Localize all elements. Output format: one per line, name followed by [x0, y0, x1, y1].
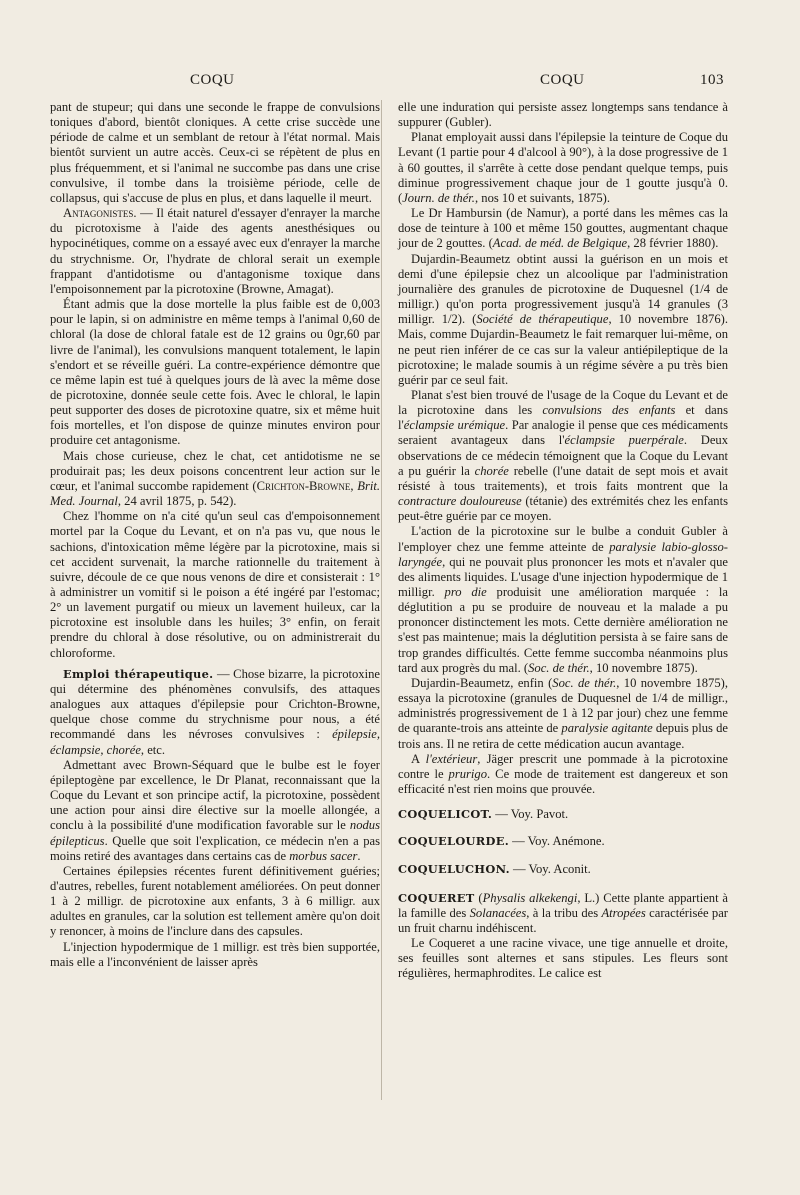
paragraph: Certaines épilepsies récentes furent définitivement guéries; d'autres, rebelles, furent notablement améliorées. On peut donner 1 à 2 milligr. de picrotoxine aux enfants, 3 à 6 milligr. aux adultes en granules, car la solution est tellement amère qu'on doit y renoncer, à moins de l'inclure dans des capsules. [50, 863, 380, 939]
entry-headword: COQUERET [398, 890, 475, 905]
left-column [50, 100, 380, 970]
page-number: 103 [700, 72, 724, 88]
section-heading: Emploi thérapeutique. [63, 666, 214, 681]
dictionary-entry-coqueret: COQUERET (Physalis alkekengi, L.) Cette plante appartient à la famille des Solanacées, à la tribu des Atropées caractérisée par un fruit charnu indéhiscent. [398, 890, 728, 935]
paragraph: Dujardin-Beaumetz obtint aussi la guérison en un mois et demi d'une épilepsie chez un alcoolique par l'administration journalière des granules de picrotoxine de Duquesnel (1/4 de milligr.) qu'on porta progressivement jusqu'à 14 granules (3 milligr. 1/2). (Société de thérapeutique, 10 novembre 1876). Mais, comme Dujardin-Beaumetz le fait remarquer lui-même, on ne peut rien inférer de ce cas sur la valeur antiépileptique de la picrotoxine; le malade soumis à un régime sévère a pu très bien guérir par ce seul fait. [398, 251, 728, 387]
running-head-center: COQU [540, 72, 585, 88]
dictionary-entry-coqueluchon [398, 862, 728, 877]
paragraph: A l'extérieur, Jäger prescrit une pommade à la picrotoxine contre le prurigo. Ce mode de traitement est dangereux et son efficacité n'est rien moins que prouvée. [398, 751, 728, 797]
cross-reference: — Voy. Aconit. [509, 861, 591, 876]
dictionary-entry-coquelicot [398, 807, 728, 822]
paragraph: Planat employait aussi dans l'épilepsie la teinture de Coque du Levant (1 partie pour 4 d'alcool à 90°), à la dose progressive de 1 à 60 gouttes, il s'arrête à cette dose pendant quelque temps, puis diminue progressivement chaque jour de 1 goutte jusqu'à 0. (Journ. de thér., nos 10 et suivants, 1875). [398, 130, 728, 205]
paragraph: Étant admis que la dose mortelle la plus faible est de 0,003 pour le lapin, si on administre en même temps à l'animal 0,60 de chloral (la dose de chloral fatale est de 12 grains ou 0gr,60 par livre de l'animal), les convulsions manquent totalement, le lapin s'endort et se réveille guéri. La contre-expérience démontre que ce même lapin est tué à quelques jours de là avec la même dose de picrotoxine, donnée seule cette fois. Avec le chloral, le lapin peut supporter des doses de picrotoxine quatre, six et même huit fois mortelles, et l'on dispose de quinze minutes environ pour produire cet antagonisme. [50, 297, 380, 448]
paragraph: Le Dr Hambursin (de Namur), a porté dans les mêmes cas la dose de teinture à 100 et même 150 gouttes, augmentant chaque jour de 2 gouttes. (Acad. de méd. de Belgique, 28 février 1880). [398, 206, 728, 251]
paragraph: Planat s'est bien trouvé de l'usage de la Coque du Levant et de la picrotoxine dans les convulsions des enfants et dans l'éclampsie urémique. Par analogie il pense que ces médicaments seraient avantageux dans l'éclampsie puerpérale. Deux observations de ce médecin témoignent que la Coque du Levant a pu guérir la chorée rebelle (l'une datait de sept mois et avait résisté à tous traitements), et trois faits montrent que la contracture douloureuse (tétanie) des extrémités chez les enfants peut-être guérie par ce moyen. [398, 387, 729, 524]
paragraph: L'injection hypodermique de 1 milligr. est très bien supportée, mais elle a l'inconvénient de laisser après [50, 939, 380, 969]
paragraph: L'action de la picrotoxine sur le bulbe a conduit Gubler à l'employer chez une femme atteinte de paralysie labio-glosso-laryngée, qui ne pouvait plus prononcer les mots et n'avaler que des aliments liquides. L'usage d'une injection hypodermique de 1 milligr. pro die produisit une amélioration marquée : la déglutition a pu se produire de nouveau et la malade a pu prononcer distinctement les mots. Cette dernière amélioration ne s'est pas maintenue; mais la déglutition persista à se faire sans de trop grandes difficultés. Cette femme succomba néanmoins plus tard aux progrès du mal. (Soc. de thér., 10 novembre 1875). [398, 524, 728, 675]
entry-headword: COQUELOURDE. [398, 834, 509, 849]
paragraph: Le Coqueret a une racine vivace, une tige annuelle et droite, ses feuilles sont alternes et sans stipules. Les fleurs sont régulières, hermaphrodites. Le calice est [398, 936, 728, 981]
dictionary-entry-coquelourde [398, 834, 728, 849]
cross-reference: — Voy. Anémone. [508, 834, 605, 849]
paragraph: Chez l'homme on n'a cité qu'un seul cas d'empoisonnement mortel par la Coque du Levant, et on n'a pas vu, que nous le sachions, d'intoxication même légère par la picrotoxine, mais si cet accident survenait, la marche rationnelle du traitement à suivre, découle de ce que nous venons de dire et consisterait : 1° à administrer un vomitif si le poison a été ingéré par l'estomac; 2° un lavement purgatif ou mieux un lavement huileux, car la picrotoxine est insoluble dans les huiles; 3° enfin, on ferait prendre du chloral à dose résolutive, ou on administrerait du chloroforme. [50, 509, 380, 660]
paragraph-antagonistes: Antagonistes. — Il était naturel d'essayer d'enrayer la marche du picrotoxisme à l'aide des agents anesthésiques ou hypocinétiques, comme on a essayé avec eux d'enrayer la marche du strychnisme. Or, l'hydrate de chloral serait un exemple frappant d'antidotisme ou d'antagonisme toxique dans l'empoisonnement par la picrotoxine (Browne, Amagat). [50, 206, 380, 296]
paragraph: Dujardin-Beaumetz, enfin (Soc. de thér., 10 novembre 1875), essaya la picrotoxine (granules de Duquesnel de 1/4 de milligr., administrés progressivement de 1 à 12 par jour) chez une femme de quarante-trois ans atteinte de paralysie agitante depuis plus de trois ans. Il ne retira de cette médication aucun avantage. [398, 675, 728, 751]
paragraph: elle une induration qui persiste assez longtemps sans tendance à suppurer (Gubler). [398, 100, 728, 130]
entry-headword: COQUELICOT. [398, 807, 493, 822]
paragraph: Admettant avec Brown-Séquard que le bulbe est le foyer épileptogène par excellence, le Dr Planat, reconnaissant que la Coque du Levant et son principe actif, la picrotoxine, possèdent une action pour ainsi dire élective sur la moelle allongée, a conclu à la possibilité d'une modification favorable sur le nodus épilepticus. Quelle que soit l'explication, ce médecin n'en a pas moins retiré des avantages dans certains cas de morbus sacer. [50, 757, 380, 863]
paragraph: Mais chose curieuse, chez le chat, cet antidotisme ne se produirait pas; les deux poisons concentrent leur action sur le cœur, et l'animal succombe rapidement (Crichton-Browne, Brit. Med. Journal, 24 avril 1875, p. 542). [50, 448, 381, 509]
entry-headword: COQUELUCHON. [398, 861, 510, 876]
paragraph-emploi: Emploi thérapeutique. — Chose bizarre, la picrotoxine qui détermine des phénomènes convulsifs, des attaques analogues aux attaques d'épilepsie pour Crichton-Browne, quelque chose comme du strychnisme pour nous, a été recommandé dans les névroses convulsives : épilepsie, éclampsie, chorée, etc. [50, 666, 380, 757]
paragraph: pant de stupeur; qui dans une seconde le frappe de convulsions toniques d'abord, bientôt cloniques. A cette crise succède une période de calme et un semblant de retour à l'état normal. Mais bientôt survient un autre accès. Ceux-ci se répètent de plus en plus fréquemment, et si l'animal ne succombe pas dans une crise convulsive, il tombe dans la troisième période, celle de collapsus, qui s'accuse de plus en plus, et dans laquelle il meurt. [50, 100, 380, 205]
right-column [398, 100, 728, 982]
running-head-left: COQU [190, 72, 235, 88]
cross-reference: — Voy. Pavot. [492, 807, 569, 822]
column-divider [381, 100, 382, 1100]
section-heading: Antagonistes. [63, 206, 137, 221]
